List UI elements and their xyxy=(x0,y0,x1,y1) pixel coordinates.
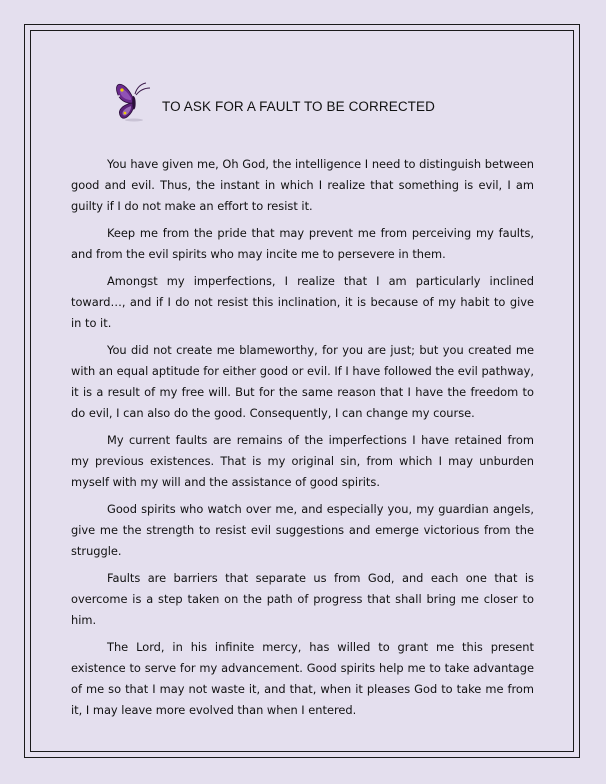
paragraph-3: Amongst my imperfections, I realize that I am particularly inclined toward…, and if I do not resist this inclination, it is because of my habit to give in to it. xyxy=(71,274,534,330)
paragraph-2: Keep me from the pride that may prevent me from perceiving my faults, and from the evil spirits who may incite me to persevere in them. xyxy=(71,226,534,261)
paragraph-6: Good spirits who watch over me, and especially you, my guardian angels, give me the strength to resist evil suggestions and emerge victorious from the struggle. xyxy=(71,502,534,558)
page-title: TO ASK FOR A FAULT TO BE CORRECTED xyxy=(162,98,435,114)
title-row xyxy=(110,78,435,122)
paragraph-7: Faults are barriers that separate us from God, and each one that is overcome is a step taken on the path of progress that shall bring me closer to him. xyxy=(71,571,534,627)
paragraph-5: My current faults are remains of the imperfections I have retained from my previous existences. That is my original sin, from which I may unburden myself with my will and the assistance of good spirits. xyxy=(71,433,534,489)
paragraph-1: You have given me, Oh God, the intelligence I need to distinguish between good and evil. Thus, the instant in which I realize that something is evil, I am guilty if I do not make an effort to resist it. xyxy=(71,157,534,213)
prayer-body xyxy=(71,154,534,727)
paragraph-4: You did not create me blameworthy, for you are just; but you created me with an equal aptitude for either good or evil. If I have followed the evil pathway, it is a result of my free will. But for the same reason that I have the freedom to do evil, I can also do the good. Consequently, I can change my course. xyxy=(71,343,534,420)
paragraph-8: The Lord, in his infinite mercy, has willed to grant me this present existence to serve for my advancement. Good spirits help me to take advantage of me so that I may not waste it, and that, when it pleases God to take me from it, I may leave more evolved than when I entered. xyxy=(71,640,534,717)
butterfly-icon xyxy=(110,78,158,122)
